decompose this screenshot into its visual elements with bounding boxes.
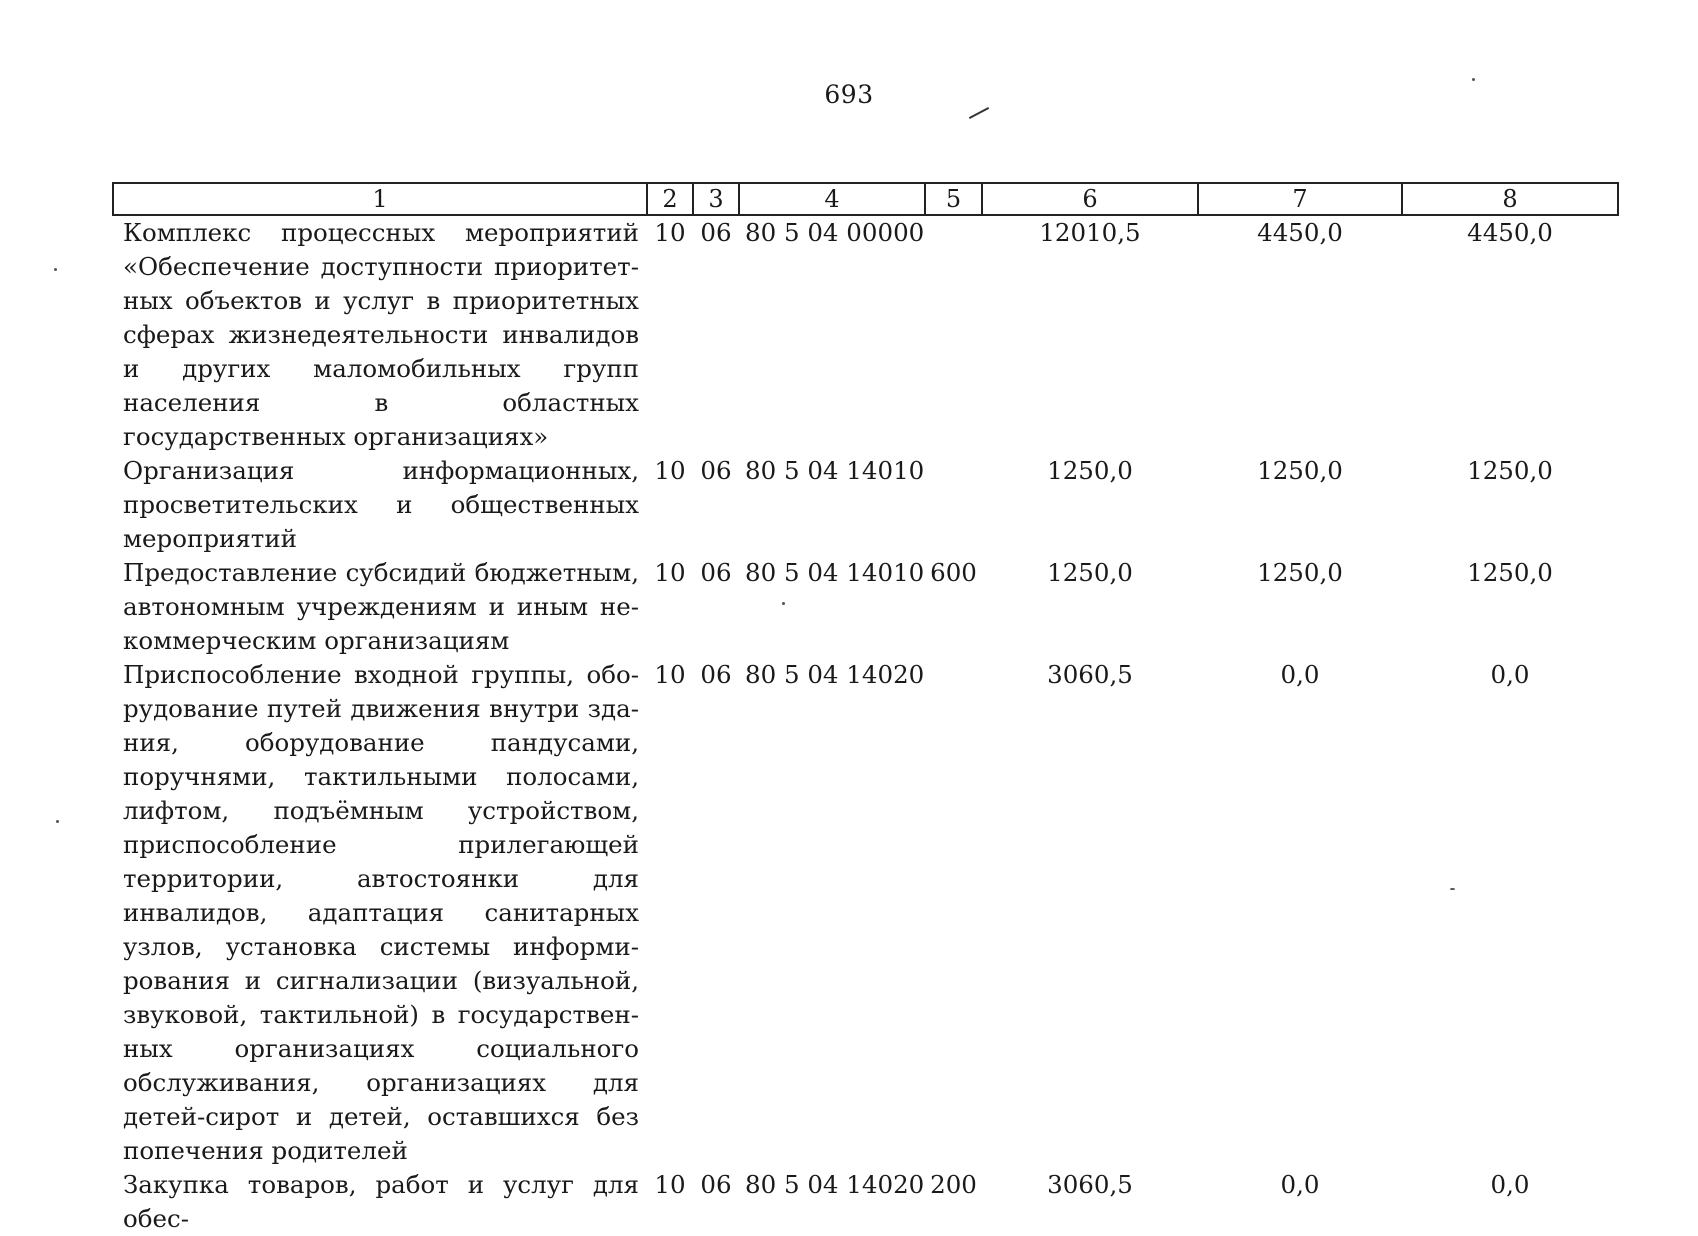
- column-header: 1: [113, 183, 647, 215]
- row-amount-1: 12010,5: [1039, 218, 1141, 247]
- table-row: [113, 556, 1618, 658]
- column-header: 6: [982, 183, 1198, 215]
- row-target-code: 80 5 04 14010: [745, 558, 925, 587]
- row-subsection: 06: [700, 218, 732, 247]
- table-row: [113, 454, 1618, 556]
- budget-table: [112, 182, 1619, 1236]
- row-expense-type: [925, 658, 982, 1168]
- column-header: 4: [739, 183, 925, 215]
- column-header: 2: [647, 183, 693, 215]
- row-section: 10: [654, 558, 686, 587]
- row-name: Приспособление входной группы, оборудование путей движения внутри здания, оборудование пандусами, поручнями, тактильными полосами, лифтом, подъёмным устройством, приспособление прилегающей территории, автостоянки для инвалидов, адаптация санитарных узлов, установка системы информирования и сигнализации (визуальной, звуковой, тактильной) в государственных организациях социального обслуживания, организациях для детей-сирот и детей, оставшихся без попечения родителей: [123, 660, 639, 1165]
- row-amount-3: 4450,0: [1467, 218, 1553, 247]
- row-subsection: 06: [700, 1170, 732, 1199]
- row-amount-2: 1250,0: [1257, 558, 1343, 587]
- row-name: Предоставление субсидий бюджетным, автономным учреждениям и иным некоммерческим организациям: [123, 558, 639, 655]
- row-amount-2: 0,0: [1280, 660, 1320, 689]
- row-amount-2: 1250,0: [1257, 456, 1343, 485]
- row-section: 10: [654, 218, 686, 247]
- scan-speck: [54, 268, 57, 271]
- row-subsection: 06: [700, 558, 732, 587]
- row-section: 10: [654, 456, 686, 485]
- row-amount-1: 1250,0: [1047, 456, 1133, 485]
- column-header: 5: [925, 183, 982, 215]
- row-subsection: 06: [700, 456, 732, 485]
- row-target-code: 80 5 04 00000: [745, 218, 925, 247]
- table-row: [113, 658, 1618, 1168]
- row-expense-type: [925, 454, 982, 556]
- table-header-row: [113, 183, 1618, 215]
- row-name: Закупка товаров, работ и услуг для обес-: [123, 1170, 639, 1233]
- row-amount-1: 1250,0: [1047, 558, 1133, 587]
- row-amount-2: 4450,0: [1257, 218, 1343, 247]
- scan-speck: [1472, 78, 1475, 81]
- table-row: [113, 215, 1618, 454]
- row-target-code: 80 5 04 14010: [745, 456, 925, 485]
- row-amount-2: 0,0: [1280, 1170, 1320, 1199]
- row-target-code: 80 5 04 14020: [745, 1170, 925, 1199]
- row-amount-3: 0,0: [1490, 1170, 1530, 1199]
- row-amount-3: 1250,0: [1467, 456, 1553, 485]
- row-name: Комплекс процессных мероприятий «Обеспечение доступности приоритетных объектов и услуг в приоритетных сферах жизнедеятельности инвалидов и других маломобильных групп населения в областных государственных организациях»: [123, 218, 639, 451]
- row-section: 10: [654, 660, 686, 689]
- row-expense-type: [925, 215, 982, 454]
- row-expense-type: 200: [930, 1170, 977, 1199]
- column-header: 7: [1198, 183, 1402, 215]
- row-amount-3: 1250,0: [1467, 558, 1553, 587]
- row-target-code: 80 5 04 14020: [745, 660, 925, 689]
- row-name: Организация информационных, просветительских и общественных мероприятий: [123, 456, 639, 553]
- row-expense-type: 600: [930, 558, 977, 587]
- row-amount-1: 3060,5: [1047, 660, 1133, 689]
- row-amount-3: 0,0: [1490, 660, 1530, 689]
- scan-speck: [56, 820, 59, 823]
- column-header: 8: [1402, 183, 1618, 215]
- column-header: 3: [693, 183, 739, 215]
- row-section: 10: [654, 1170, 686, 1199]
- table-row: [113, 1168, 1618, 1236]
- row-subsection: 06: [700, 660, 732, 689]
- page-number: 693: [824, 80, 874, 109]
- row-amount-1: 3060,5: [1047, 1170, 1133, 1199]
